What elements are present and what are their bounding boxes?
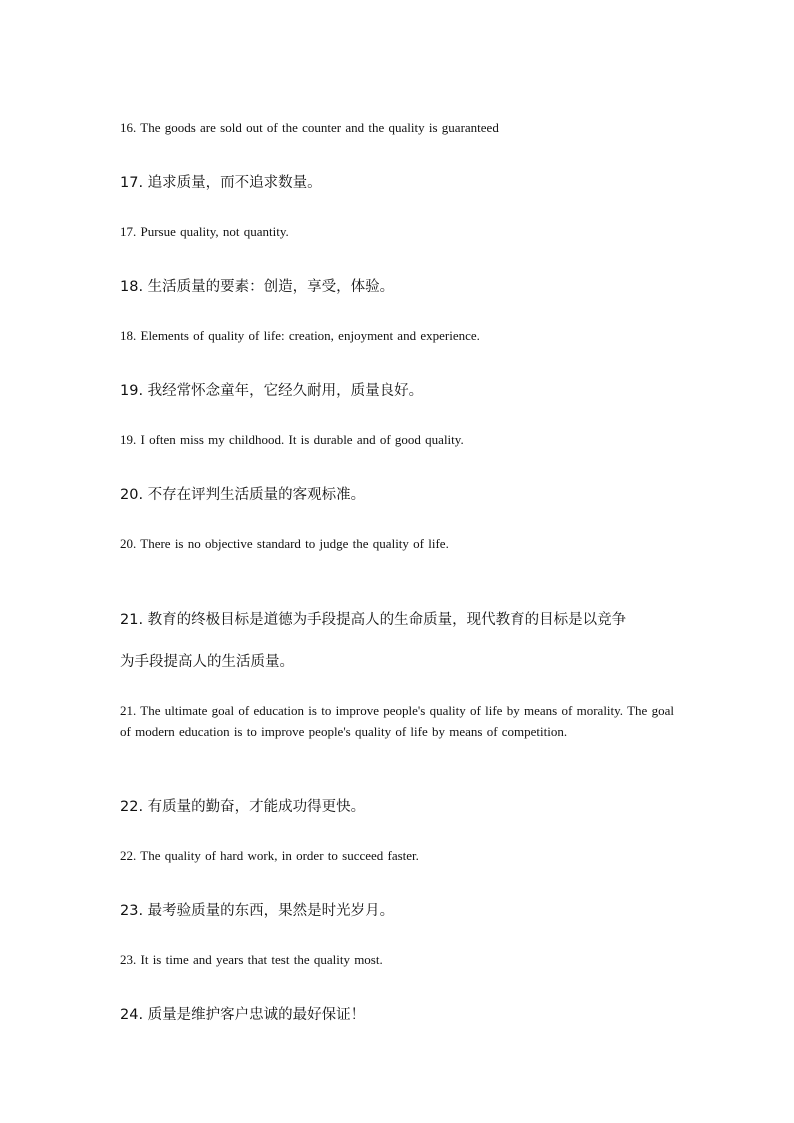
text-line-17-en: 17. Pursue quality, not quantity. <box>120 224 289 239</box>
text-line-21-zh-part1: 21. 教育的终极目标是道德为手段提高人的生命质量，现代教育的目标是以竞争 <box>120 612 627 628</box>
text-line-24-zh: 24. 质量是维护客户忠诚的最好保证！ <box>120 1007 366 1023</box>
text-line-21-zh-part2: 为手段提高人的生活质量。 <box>120 654 294 670</box>
text-line-17-zh: 17. 追求质量，而不追求数量。 <box>120 175 322 191</box>
text-line-16-en: 16. The goods are sold out of the counter and the quality is guaranteed <box>120 120 499 135</box>
text-line-19-en: 19. I often miss my childhood. It is durable and of good quality. <box>120 432 464 447</box>
text-line-22-en: 22. The quality of hard work, in order to succeed faster. <box>120 848 419 863</box>
text-line-22-zh: 22. 有质量的勤奋，才能成功得更快。 <box>120 799 366 815</box>
text-line-23-zh: 23. 最考验质量的东西，果然是时光岁月。 <box>120 903 395 919</box>
text-paragraph-21-en: 21. The ultimate goal of education is to improve people's quality of life by means of morality. The goal of modern education is to improve people's quality of life by means of competition. <box>120 703 674 739</box>
text-line-18-en: 18. Elements of quality of life: creation, enjoyment and experience. <box>120 328 480 343</box>
text-line-18-zh: 18. 生活质量的要素：创造，享受，体验。 <box>120 279 395 295</box>
text-line-19-zh: 19. 我经常怀念童年，它经久耐用，质量良好。 <box>120 383 424 399</box>
text-line-23-en: 23. It is time and years that test the quality most. <box>120 952 383 967</box>
text-line-20-en: 20. There is no objective standard to judge the quality of life. <box>120 536 449 551</box>
text-line-20-zh: 20. 不存在评判生活质量的客观标准。 <box>120 487 366 503</box>
